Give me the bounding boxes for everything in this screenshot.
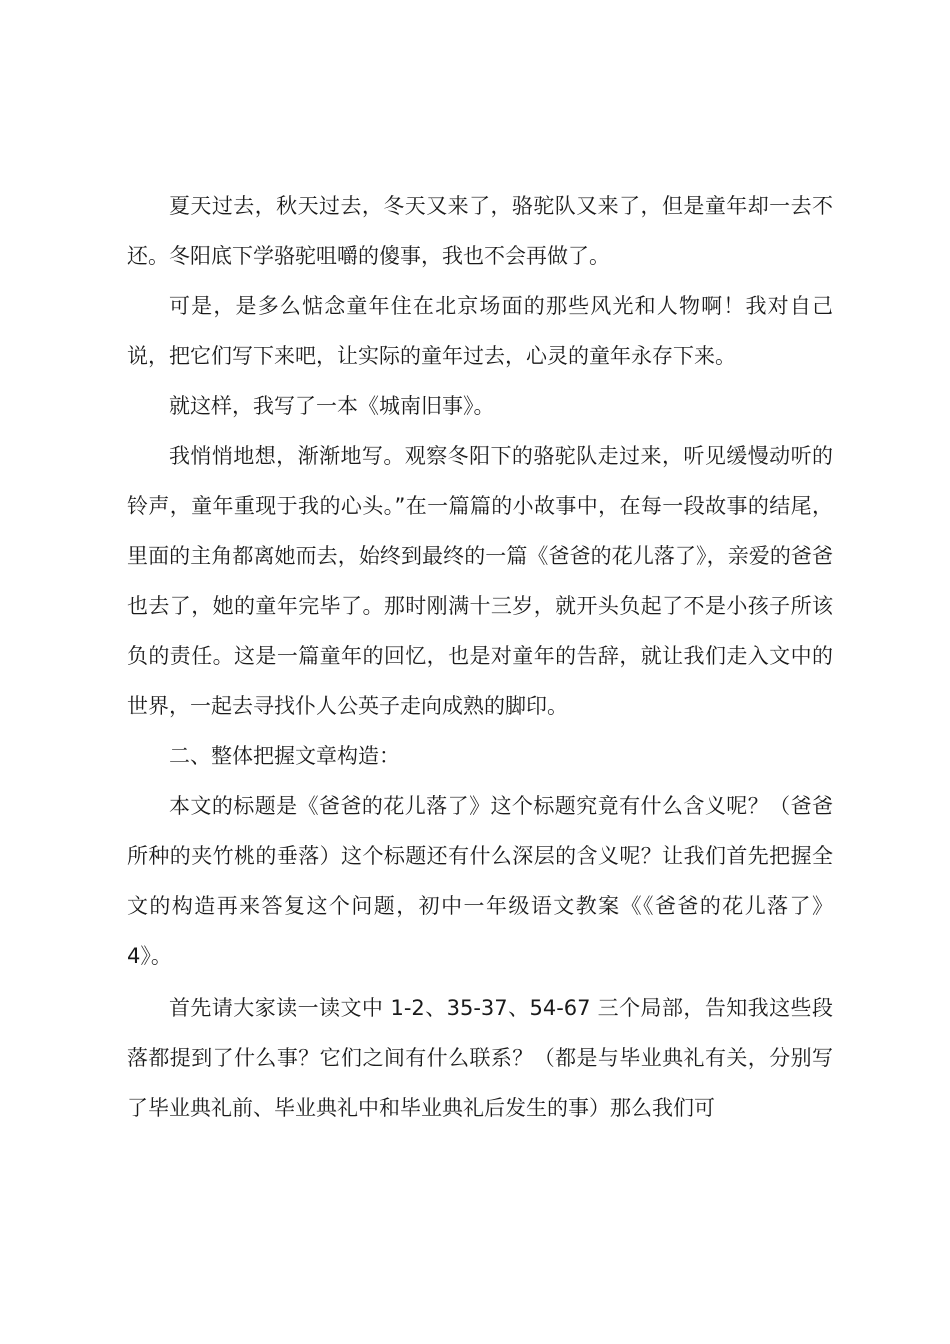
paragraph-2: 可是，是多么惦念童年住在北京场面的那些风光和人物啊！我对自己说，把它们写下来吧，让实际的童年过去，心灵的童年永存下来。 <box>127 294 833 368</box>
document-body <box>127 181 833 1133</box>
paragraph-4: 我悄悄地想，渐渐地写。观察冬阳下的骆驼队走过来，听见缓慢动听的铃声，童年重现于我的心头。”在一篇篇的小故事中，在每一段故事的结尾，里面的主角都离她而去，始终到最终的一篇《爸爸的花儿落了》，亲爱的爸爸也去了，她的童年完毕了。那时刚满十三岁，就开头负起了不是小孩子所该负的责任。这是一篇童年的回忆，也是对童年的告辞，就让我们走入文中的世界，一起去寻找仆人公英子走向成熟的脚印。 <box>127 444 833 718</box>
paragraph-6: 首先请大家读一读文中 1-2、35-37、54-67 三个局部，告知我这些段落都提到了什么事？它们之间有什么联系？（都是与毕业典礼有关，分别写了毕业典礼前、毕业典礼中和毕业典礼后发生的事）那么我们可 <box>127 996 833 1120</box>
section-heading: 二、整体把握文章构造： <box>169 744 400 768</box>
paragraph-5: 本文的标题是《爸爸的花儿落了》这个标题究竟有什么含义呢？（爸爸所种的夹竹桃的垂落）这个标题还有什么深层的含义呢？让我们首先把握全文的构造再来答复这个问题，初中一年级语文教案《《爸爸的花儿落了》4》。 <box>127 794 833 968</box>
paragraph-3: 就这样，我写了一本《城南旧事》。 <box>169 394 495 418</box>
paragraph-1: 夏天过去，秋天过去，冬天又来了，骆驼队又来了，但是童年却一去不还。冬阳底下学骆驼咀嚼的傻事，我也不会再做了。 <box>127 194 833 268</box>
